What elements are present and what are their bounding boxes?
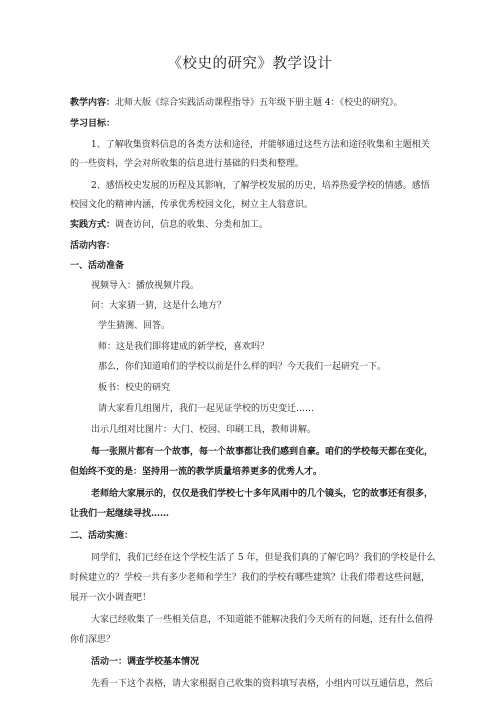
section-2-heading: 二、活动实施： xyxy=(70,531,134,541)
learning-goals-label: 学习目标： xyxy=(70,119,116,129)
teaching-content-line xyxy=(70,97,403,109)
goal-1-line-2: 的一些资料，学会对所收集的信息进行基础的归类和整理。 xyxy=(70,159,305,169)
teaching-content-label: 教学内容： xyxy=(70,98,116,108)
practice-method-line xyxy=(70,219,268,231)
goal-1-line-1: 1、了解收集资料信息的各类方法和途径，并能够通过这些方法和途径收集和主题相关 xyxy=(91,140,430,150)
section-1-line-8: 出示几组对比图片：大门、校园、印刷工具，教师讲解。 xyxy=(91,425,317,435)
practice-method-label: 实践方式： xyxy=(70,220,116,230)
section-2-para-1-line-3: 展开一次小调查吧！ xyxy=(70,593,152,603)
bold-paragraph-2-line-1: 老师给大家展示的，仅仅是我们学校七十多年风雨中的几个镜头，它的故事还有很多， xyxy=(91,489,434,499)
section-1-line-2: 问：大家猜一猜，这是什么地方？ xyxy=(91,301,227,311)
bold-paragraph-1-line-2: 但始终不变的是：坚持用一流的教学质量培养更多的优秀人才。 xyxy=(70,467,323,477)
section-1-line-1: 视频导入：播放视频片段。 xyxy=(91,281,200,291)
bold-paragraph-1-line-1: 每一张照片都有一个故事，每一个故事都让我们感到自豪。咱们的学校每天都在变化， xyxy=(91,447,434,457)
section-2-para-2-line-1: 大家已经收集了一些相关信息，不知道能不能解决我们今天所有的问题，还有什么值得 xyxy=(91,615,434,625)
section-1-heading: 一、活动准备 xyxy=(70,261,125,271)
section-2-para-2-line-2: 你们深思？ xyxy=(70,635,116,645)
goal-2-line-2: 校园文化的精神内涵，传承优秀校园文化，树立主人翁意识。 xyxy=(70,200,314,210)
section-1-line-7: 请大家看几组图片，我们一起见证学校的历史变迁…… xyxy=(98,404,315,414)
activity-content-label: 活动内容： xyxy=(70,241,116,251)
practice-method-text: 调查访问，信息的收集、分类和加工。 xyxy=(115,220,269,230)
section-1-line-3: 学生猜测、回答。 xyxy=(98,321,171,331)
document-title: 《校史的研究》教学设计 xyxy=(167,56,333,72)
section-1-line-4: 师：这是我们即将建成的新学校，喜欢吗？ xyxy=(98,342,270,352)
section-2-para-1-line-1: 同学们，我们已经在这个学校生活了 5 年，但是我们真的了解它吗？我们的学校是什么 xyxy=(91,553,436,563)
goal-2-line-1: 2、感悟校史发展的历程及其影响，了解学校发展的历史，培养热爱学校的情感。感悟 xyxy=(91,181,430,191)
section-1-line-6: 板书：校史的研究 xyxy=(98,383,171,393)
section-1-line-5: 那么，你们知道咱们的学校以前是什么样的吗？今天我们一起研究一下。 xyxy=(98,362,387,372)
section-2-para-1-line-2: 时候建立的？学校一共有多少老师和学生？我们的学校有哪些建筑？让我们带着这些问题， xyxy=(70,573,431,583)
bold-paragraph-2-line-2: 让我们一起继续寻找…… xyxy=(70,509,170,519)
activity-1-heading: 活动一：调查学校基本情况 xyxy=(91,657,200,667)
section-2-para-3-line-1: 先看一下这个表格，请大家根据自己收集的资料填写表格，小组内可以互通信息，然后 xyxy=(91,679,434,689)
teaching-content-text: 北师大版《综合实践活动课程指导》五年级下册主题 4：《校史的研究》。 xyxy=(115,98,403,108)
